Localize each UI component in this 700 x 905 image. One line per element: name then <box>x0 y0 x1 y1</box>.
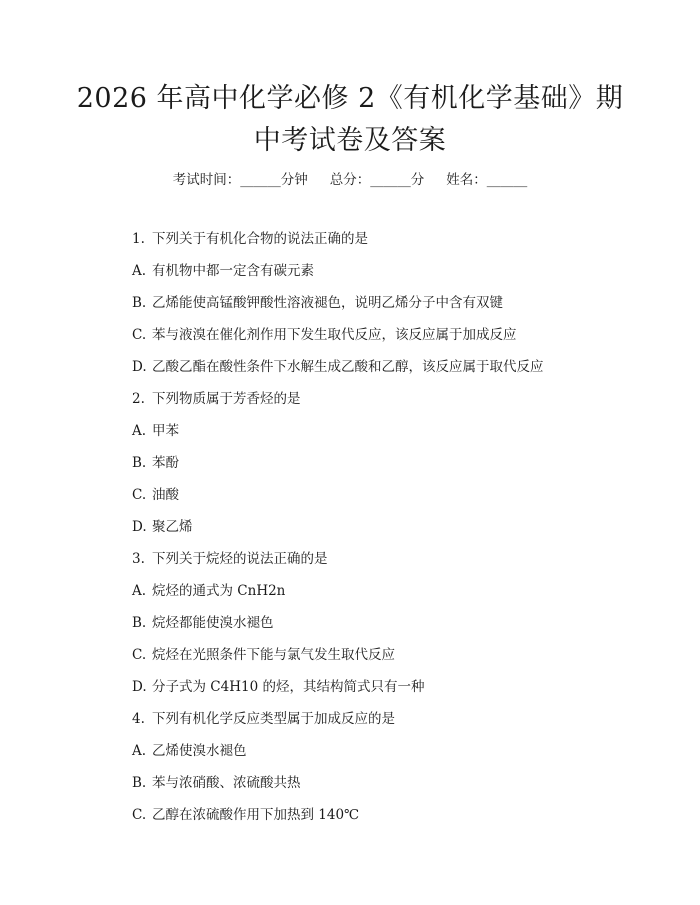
item-label: 2. <box>132 391 145 407</box>
time-blank: ______ <box>240 172 281 188</box>
item-text: 烷烃的通式为 CnH2n <box>152 583 286 599</box>
answer-option <box>132 642 652 674</box>
item-text: 油酸 <box>152 487 179 503</box>
item-text: 有机物中都一定含有碳元素 <box>152 263 314 279</box>
item-text: 乙酸乙酯在酸性条件下水解生成乙酸和乙醇，该反应属于取代反应 <box>152 359 544 375</box>
item-text: 下列关于烷烃的说法正确的是 <box>152 551 328 567</box>
item-text: 甲苯 <box>152 423 179 439</box>
item-text: 聚乙烯 <box>152 519 193 535</box>
item-text: 分子式为 C4H10 的烃，其结构简式只有一种 <box>152 679 425 695</box>
answer-option <box>132 802 652 834</box>
item-text: 乙醇在浓硫酸作用下加热到 140℃ <box>152 807 360 823</box>
time-label: 考试时间： <box>172 172 241 188</box>
question-stem <box>132 386 652 418</box>
title-line-1: 2026 年高中化学必修 2《有机化学基础》期 <box>76 83 624 114</box>
item-label: C. <box>132 807 147 823</box>
answer-option <box>132 354 652 386</box>
time-unit: 分钟 <box>280 172 308 188</box>
item-label: D. <box>132 359 147 375</box>
answer-option <box>132 322 652 354</box>
item-label: A. <box>132 583 147 599</box>
item-label: A. <box>132 423 147 439</box>
answer-option <box>132 578 652 610</box>
item-label: B. <box>132 615 147 631</box>
item-label: C. <box>132 327 147 343</box>
answer-option <box>132 258 652 290</box>
answer-option <box>132 738 652 770</box>
name-label: 姓名： <box>446 172 487 188</box>
answer-option <box>132 770 652 802</box>
answer-option <box>132 674 652 706</box>
item-text: 下列物质属于芳香烃的是 <box>152 391 301 407</box>
item-label: C. <box>132 647 147 663</box>
item-text: 苯酚 <box>152 455 179 471</box>
name-blank: ______ <box>486 172 528 188</box>
answer-option <box>132 290 652 322</box>
item-text: 苯与浓硝酸、浓硫酸共热 <box>152 775 301 791</box>
item-label: B. <box>132 295 147 311</box>
exam-title <box>40 78 660 162</box>
score-label: 总分： <box>329 172 371 188</box>
item-text: 烷烃都能使溴水褪色 <box>152 615 274 631</box>
exam-info-line <box>0 168 700 188</box>
item-text: 苯与液溴在催化剂作用下发生取代反应，该反应属于加成反应 <box>152 327 517 343</box>
item-label: C. <box>132 487 147 503</box>
item-text: 乙烯使溴水褪色 <box>152 743 247 759</box>
item-label: D. <box>132 519 147 535</box>
item-text: 下列有机化学反应类型属于加成反应的是 <box>152 711 395 727</box>
question-list <box>132 226 652 834</box>
answer-option <box>132 418 652 450</box>
item-label: A. <box>132 263 147 279</box>
question-stem <box>132 546 652 578</box>
item-text: 乙烯能使高锰酸钾酸性溶液褪色，说明乙烯分子中含有双键 <box>152 295 503 311</box>
answer-option <box>132 482 652 514</box>
score-blank: ______ <box>370 172 411 188</box>
question-stem <box>132 706 652 738</box>
item-label: 4. <box>132 711 145 727</box>
item-label: 3. <box>132 551 145 567</box>
question-stem <box>132 226 652 258</box>
item-label: D. <box>132 679 147 695</box>
item-label: B. <box>132 455 147 471</box>
item-label: B. <box>132 775 147 791</box>
answer-option <box>132 450 652 482</box>
item-text: 烷烃在光照条件下能与氯气发生取代反应 <box>152 647 395 663</box>
item-label: 1. <box>132 231 145 247</box>
item-text: 下列关于有机化合物的说法正确的是 <box>152 231 368 247</box>
title-line-2: 中考试卷及答案 <box>253 125 447 156</box>
score-unit: 分 <box>410 172 425 188</box>
answer-option <box>132 514 652 546</box>
answer-option <box>132 610 652 642</box>
item-label: A. <box>132 743 147 759</box>
